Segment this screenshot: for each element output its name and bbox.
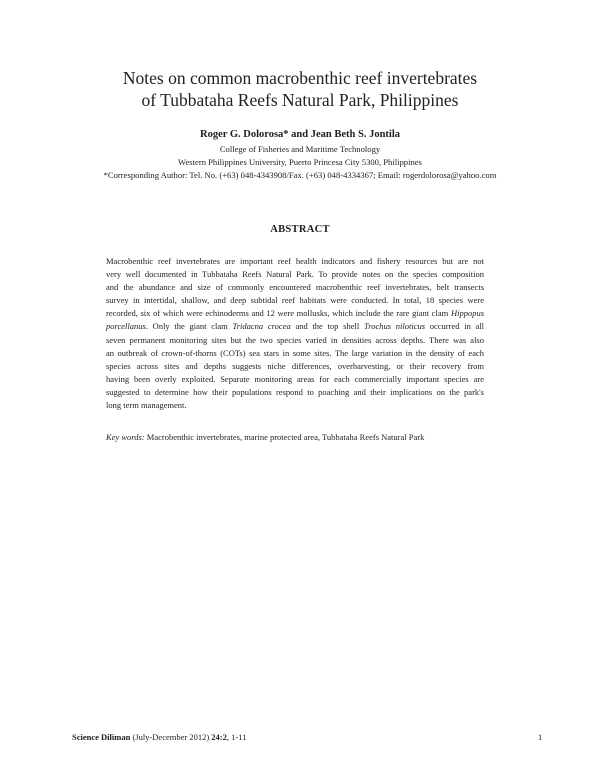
species-name: Tridacna crocea <box>232 321 291 332</box>
keywords-text: Macrobenthic invertebrates, marine protected area, Tubbataha Reefs Natural Park <box>146 432 425 442</box>
author-list: Roger G. Dolorosa* and Jean Beth S. Jontila <box>199 129 400 140</box>
abstract-line: very well documented in Tubbataha Reefs Natural Park. To provide notes on the species composition <box>106 269 484 280</box>
abstract-line: Macrobenthic reef invertebrates are important reef health indicators and fishery resources but are not <box>106 256 484 266</box>
journal-name: Science Diliman <box>72 732 131 742</box>
journal-issue: (July-December 2012) <box>132 732 210 742</box>
species-name: porcellanus <box>106 321 146 332</box>
title-line-1: Notes on common macrobenthic reef invertebrates <box>122 68 478 88</box>
abstract-line: having been overly exploited. Separate monitoring areas for each commercially important species are <box>106 373 484 384</box>
abstract-text: and the top shell <box>295 321 360 332</box>
corresponding-author: *Corresponding Author: Tel. No. (+63) 048-4343908/Fax. (+63) 048-4334367; Email: rogerdolorosa@yahoo.com <box>103 170 497 180</box>
species-name: Trochus niloticus <box>363 321 426 332</box>
journal-pages: , 1-11 <box>226 732 247 742</box>
abstract-line: long term management. <box>106 400 187 411</box>
abstract-line: survey in intertidal, shallow, and deep subtidal reef habitats were conducted. In total, 18 species were <box>106 295 484 306</box>
abstract-text: recorded, six of which were echinoderms and 12 were mollusks, which include the rare giant clam <box>106 308 449 319</box>
abstract-line <box>106 320 484 333</box>
journal-volume: 24:2 <box>211 732 227 742</box>
paper-title <box>60 67 540 111</box>
abstract-line: an outbreak of crown-of-thorns (COTs) sea stars in some sites. The large variation in the density of each <box>106 347 484 358</box>
abstract-line: species across sites and depths suggests niche differences, overharvesting, or their recovery from <box>106 360 484 371</box>
affiliation-line-1: College of Fisheries and Maritime Technology <box>219 144 381 154</box>
abstract-line <box>106 307 484 320</box>
abstract-text: . Only the giant clam <box>145 321 228 332</box>
title-line-2: of Tubbataha Reefs Natural Park, Philippines <box>141 90 459 110</box>
affiliation-line-2: Western Philippines University, Puerto Princesa City 5300, Philippines <box>178 157 422 167</box>
abstract-text: occurred in all <box>429 321 485 332</box>
keywords-label: Key words: <box>106 432 145 442</box>
abstract-line: and the abundance and size of commonly encountered macrobenthic reef invertebrates, belt transects <box>106 282 484 293</box>
abstract-line: suggested to determine how their populations respond to poaching and their implications on the park's <box>106 386 484 397</box>
page-number: 1 <box>538 732 543 742</box>
abstract-heading: ABSTRACT <box>270 224 330 235</box>
journal-footer <box>72 731 246 743</box>
species-name: Hippopus <box>450 308 484 319</box>
keywords <box>106 431 526 444</box>
abstract-line: seven permanent monitoring sites but the two species varied in densities across depths. There was also <box>106 334 484 345</box>
abstract-body <box>106 255 484 412</box>
affiliation-block <box>40 143 560 182</box>
